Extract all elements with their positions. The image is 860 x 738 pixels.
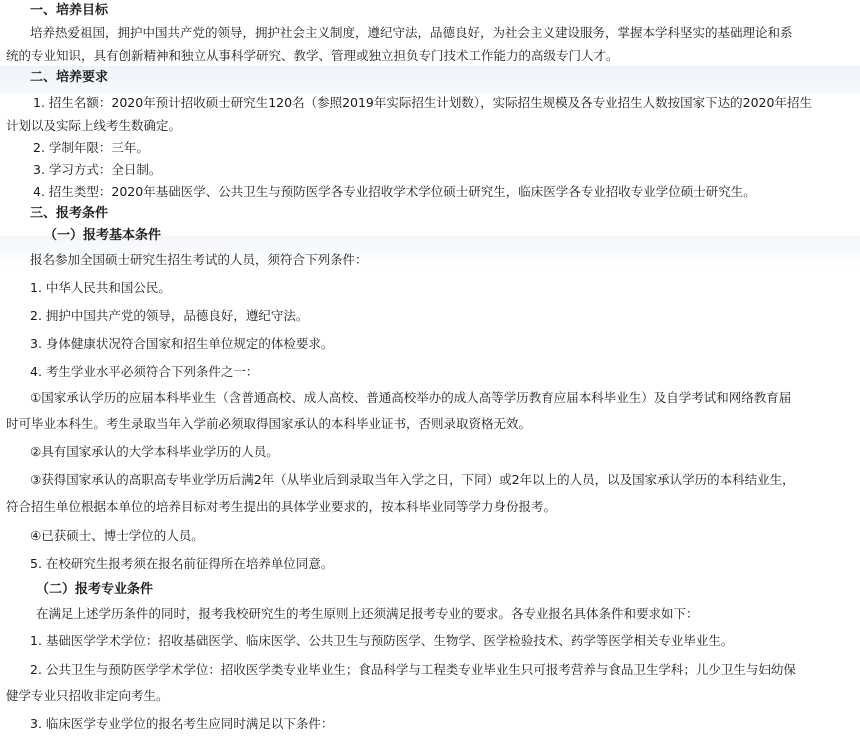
paragraph-line: 在满足上述学历条件的同时，报考我校研究生的考生原则上还须满足报考专业的要求。各专业报名具体条件和要求如下： — [36, 606, 699, 621]
list-item: 1. 基础医学学术学位：招收基础医学、临床医学、公共卫生与预防医学、生物学、医学检验技术、药学等医学相关专业毕业生。 — [30, 633, 734, 648]
list-item: 2. 拥护中国共产党的领导，品德良好，遵纪守法。 — [30, 308, 309, 323]
paragraph-line: 符合招生单位根据本单位的培养目标对考生提出的具体学业要求的，按本科毕业同等学力身份报考。 — [6, 499, 557, 514]
paragraph-line: 报名参加全国硕士研究生招生考试的人员，须符合下列条件： — [30, 252, 368, 267]
list-item: 4. 招生类型：2020年基础医学、公共卫生与预防医学各专业招收学术学位硕士研究生，临床医学各专业招收专业学位硕士研究生。 — [33, 184, 756, 199]
paragraph-line: 统的专业知识，具有创新精神和独立从事科学研究、教学、管理或独立担负专门技术工作能力的高级专门人才。 — [6, 48, 619, 63]
paragraph-line: 1. 招生名额：2020年预计招收硕士研究生120名（参照2019年实际招生计划数），实际招生规模及各专业招生人数按国家下达的2020年招生 — [33, 95, 812, 110]
list-item: 2. 学制年限：三年。 — [33, 140, 149, 155]
subsection-title-major-conditions: （二）报考专业条件 — [36, 582, 154, 597]
section-title-training-requirements: 二、培养要求 — [30, 70, 109, 85]
list-item: 3. 临床医学专业学位的报名考生应同时满足以下条件： — [30, 716, 334, 731]
subsection-title-basic-conditions: （一）报考基本条件 — [44, 228, 162, 243]
paragraph-line: 计划以及实际上线考生数确定。 — [6, 118, 182, 133]
list-item: ④已获硕士、博士学位的人员。 — [30, 528, 204, 543]
list-item: 4. 考生学业水平必须符合下列条件之一： — [30, 364, 259, 379]
list-item: ②具有国家承认的大学本科毕业学历的人员。 — [30, 444, 279, 459]
paragraph-line: 时可毕业本科生。考生录取当年入学前必须取得国家承认的本科毕业证书，否则录取资格无效。 — [6, 416, 532, 431]
list-item: 1. 中华人民共和国公民。 — [30, 280, 171, 295]
section-title-application-conditions: 三、报考条件 — [30, 206, 109, 221]
paragraph-line: 培养热爱祖国，拥护中国共产党的领导，拥护社会主义制度，遵纪守法，品德良好，为社会主义建设服务，掌握本学科坚实的基础理论和系 — [30, 25, 793, 40]
list-item: 3. 身体健康状况符合国家和招生单位规定的体检要求。 — [30, 336, 334, 351]
paragraph-line: 健学专业只招收非定向考生。 — [6, 688, 169, 703]
list-item: 3. 学习方式：全日制。 — [33, 162, 162, 177]
section-header-band — [0, 66, 860, 94]
list-item: 5. 在校研究生报考须在报名前征得所在培养单位同意。 — [30, 556, 334, 571]
paragraph-line: ①国家承认学历的应届本科毕业生（含普通高校、成人高校、普通高校举办的成人高等学历教育应届本科毕业生）及自学考试和网络教育届 — [30, 390, 792, 405]
paragraph-line: 2. 公共卫生与预防医学学术学位：招收医学类专业毕业生；食品科学与工程类专业毕业生只可报考营养与食品卫生学科；儿少卫生与妇幼保 — [30, 662, 796, 677]
section-title-training-goals: 一、培养目标 — [30, 3, 109, 18]
paragraph-line: ③获得国家承认的高职高专毕业学历后满2年（从毕业后到录取当年入学之日，下同）或2年以上的人员，以及国家承认学历的本科结业生， — [30, 472, 795, 487]
